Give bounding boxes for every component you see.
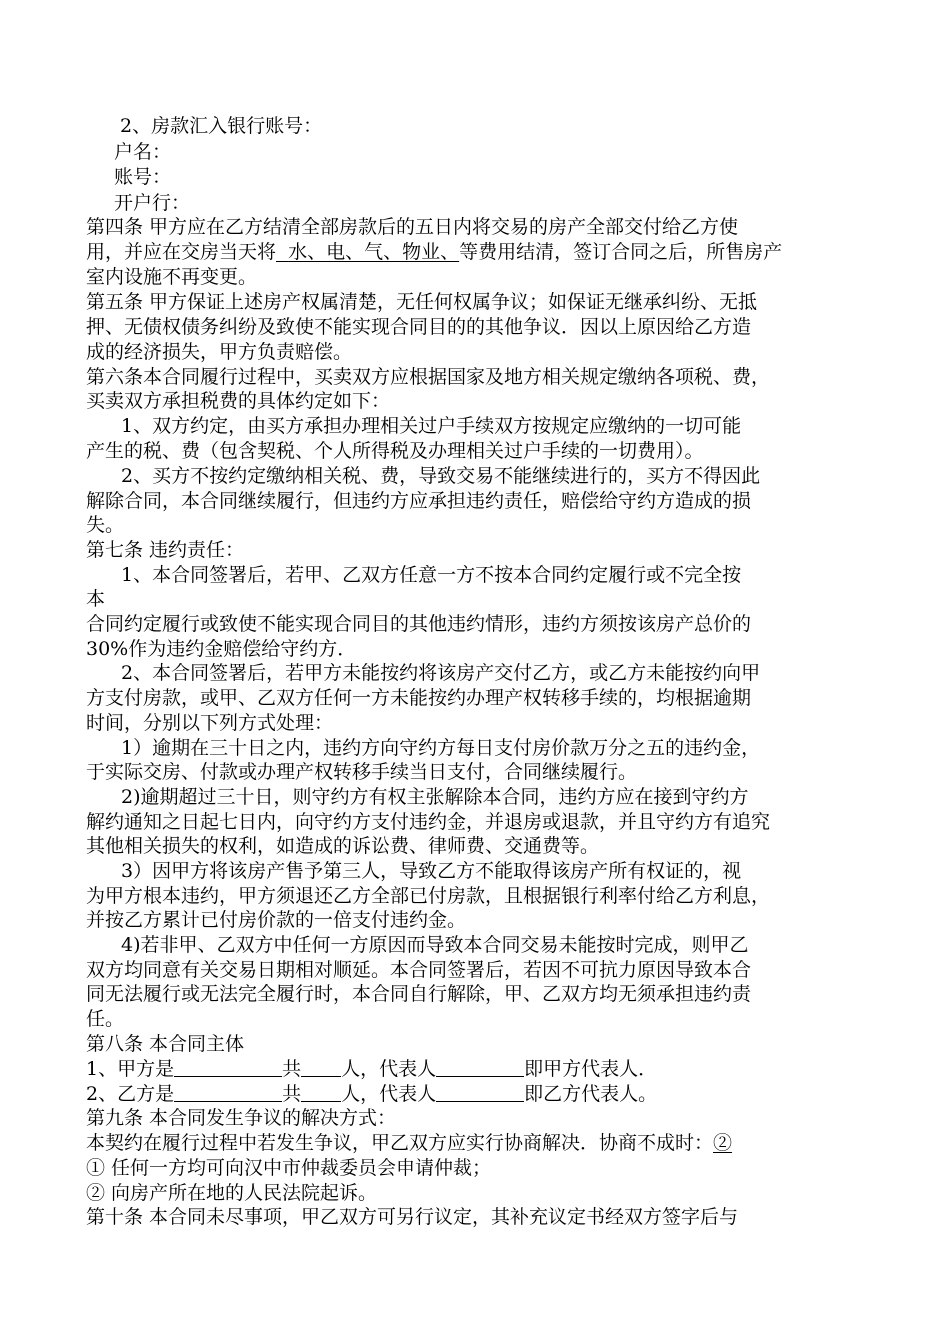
article-4-text-b: 等费用结清，签订合同之后，所售房产 [459, 241, 783, 263]
chosen-option-mark: ② [713, 1132, 733, 1154]
article-7-sub-2-line-1: 2)逾期超过三十日，则守约方有权主张解除本合同，违约方应在接到守约方 [121, 786, 749, 808]
article-6-line-2: 买卖双方承担税费的具体约定如下： [86, 390, 391, 412]
bank-account-heading: 2、房款汇入银行账号： [120, 115, 323, 137]
party-a-line: 1、甲方是 共 人，代表人 即甲方代表人． [86, 1058, 658, 1080]
account-name-label: 户名： [114, 141, 172, 163]
article-7-sub-3-line-3: 并按乙方累计已付房价款的一倍支付违约金。 [86, 909, 467, 931]
article-5-line-2: 押、无债权债务纠纷及致使不能实现合同目的的其他争议．因以上原因给乙方造 [86, 316, 752, 338]
arbitration-option: ① 任何一方均可向汉中市仲裁委员会申请仲裁； [86, 1157, 492, 1179]
article-7-sub-3-line-1: 3）因甲方将该房产售予第三人，导致乙方不能取得该房产所有权证的，视 [121, 860, 742, 882]
article-7-sub-3-line-2: 为甲方根本违约，甲方须退还乙方全部已付房款，且根据银行利率付给乙方利息， [86, 885, 771, 907]
court-option: ② 向房产所在地的人民法院起诉。 [86, 1182, 378, 1204]
article-4-line-2 [86, 240, 782, 264]
article-6-item-1-line-2: 产生的税、费（包含契税、个人所得税及办理相关过户手续的一切费用）。 [86, 440, 704, 462]
article-7-item-2-line-1: 2、本合同签署后，若甲方未能按约将该房产交付乙方，或乙方未能按约向甲 [121, 662, 761, 684]
article-6-item-2-line-2: 解除合同，本合同继续履行，但违约方应承担违约责任，赔偿给守约方造成的损 [86, 490, 752, 512]
article-4-text-a: 用，并应在交房当天将 [86, 241, 277, 263]
article-7-sub-4-line-4: 任。 [86, 1008, 125, 1030]
account-number-label: 账号： [114, 166, 172, 188]
article-5-line-3: 成的经济损失，甲方负责赔偿。 [86, 341, 353, 363]
article-7-item-2-line-2: 方支付房款，或甲、乙双方任何一方未能按约办理产权转移手续的，均根据逾期 [86, 687, 752, 709]
article-9-line-1: 本契约在履行过程中若发生争议，甲乙双方应实行协商解决．协商不成时：② [86, 1132, 733, 1154]
article-7-item-2-line-3: 时间，分别以下列方式处理： [86, 712, 334, 734]
article-7-item-1-line-4: 30%作为违约金赔偿给守约方． [86, 638, 357, 660]
party-a-count-blank[interactable] [301, 1058, 341, 1077]
article-10-line-1: 第十条 本合同未尽事项，甲乙双方可另行议定，其补充议定书经双方签字后与 [86, 1206, 739, 1228]
article-6-item-2-line-1: 2、买方不按约定缴纳相关税、费，导致交易不能继续进行的，买方不得因此 [121, 465, 761, 487]
article-8-heading: 第八条 本合同主体 [86, 1033, 245, 1055]
party-a-name-blank[interactable] [174, 1058, 282, 1077]
article-9-heading: 第九条 本合同发生争议的解决方式： [86, 1107, 397, 1129]
article-6-line-1: 第六条本合同履行过程中，买卖双方应根据国家及地方相关规定缴纳各项税、费， [86, 366, 771, 388]
article-7-sub-1-line-1: 1）逾期在三十日之内，违约方向守约方每日支付房价款万分之五的违约金， [121, 737, 761, 759]
article-6-item-2-line-3: 失。 [86, 514, 125, 536]
article-7-sub-2-line-3: 其他相关损失的权利，如造成的诉讼费、律师费、交通费等。 [86, 835, 600, 857]
bank-branch-label: 开户行： [114, 192, 191, 214]
utilities-underlined: 水、电、气、物业、 [288, 241, 460, 263]
article-6-item-1-line-1: 1、双方约定，由买方承担办理相关过户手续双方按规定应缴纳的一切可能 [121, 415, 742, 437]
article-7-item-1-line-3: 合同约定履行或致使不能实现合同目的其他违约情形，违约方须按该房产总价的 [86, 613, 752, 635]
article-5-line-1: 第五条 甲方保证上述房产权属清楚，无任何权属争议；如保证无继承纠纷、无抵 [86, 291, 758, 313]
party-b-line: 2、乙方是 共 人，代表人 即乙方代表人。 [86, 1083, 658, 1105]
article-4-line-3: 室内设施不再变更。 [86, 266, 258, 288]
article-7-sub-1-line-2: 于实际交房、付款或办理产权转移手续当日支付，合同继续履行。 [86, 761, 638, 783]
party-a-rep-blank[interactable] [436, 1058, 524, 1077]
article-7-sub-2-line-2: 解约通知之日起七日内，向守约方支付违约金，并退房或退款，并且守约方有追究 [86, 811, 771, 833]
article-4-line-1: 第四条 甲方应在乙方结清全部房款后的五日内将交易的房产全部交付给乙方使 [86, 216, 739, 238]
article-7-item-1-line-2: 本 [86, 588, 106, 610]
article-7-item-1-line-1: 1、本合同签署后，若甲、乙双方任意一方不按本合同约定履行或不完全按 [121, 564, 742, 586]
party-b-rep-blank[interactable] [436, 1083, 524, 1102]
article-7-sub-4-line-1: 4)若非甲、乙双方中任何一方原因而导致本合同交易未能按时完成，则甲乙 [121, 934, 749, 956]
party-b-name-blank[interactable] [174, 1083, 282, 1102]
article-7-heading: 第七条 违约责任： [86, 539, 245, 561]
article-7-sub-4-line-3: 同无法履行或无法完全履行时，本合同自行解除，甲、乙双方均无须承担违约责 [86, 983, 752, 1005]
party-b-count-blank[interactable] [301, 1083, 341, 1102]
article-7-sub-4-line-2: 双方均同意有关交易日期相对顺延。本合同签署后，若因不可抗力原因导致本合 [86, 959, 752, 981]
